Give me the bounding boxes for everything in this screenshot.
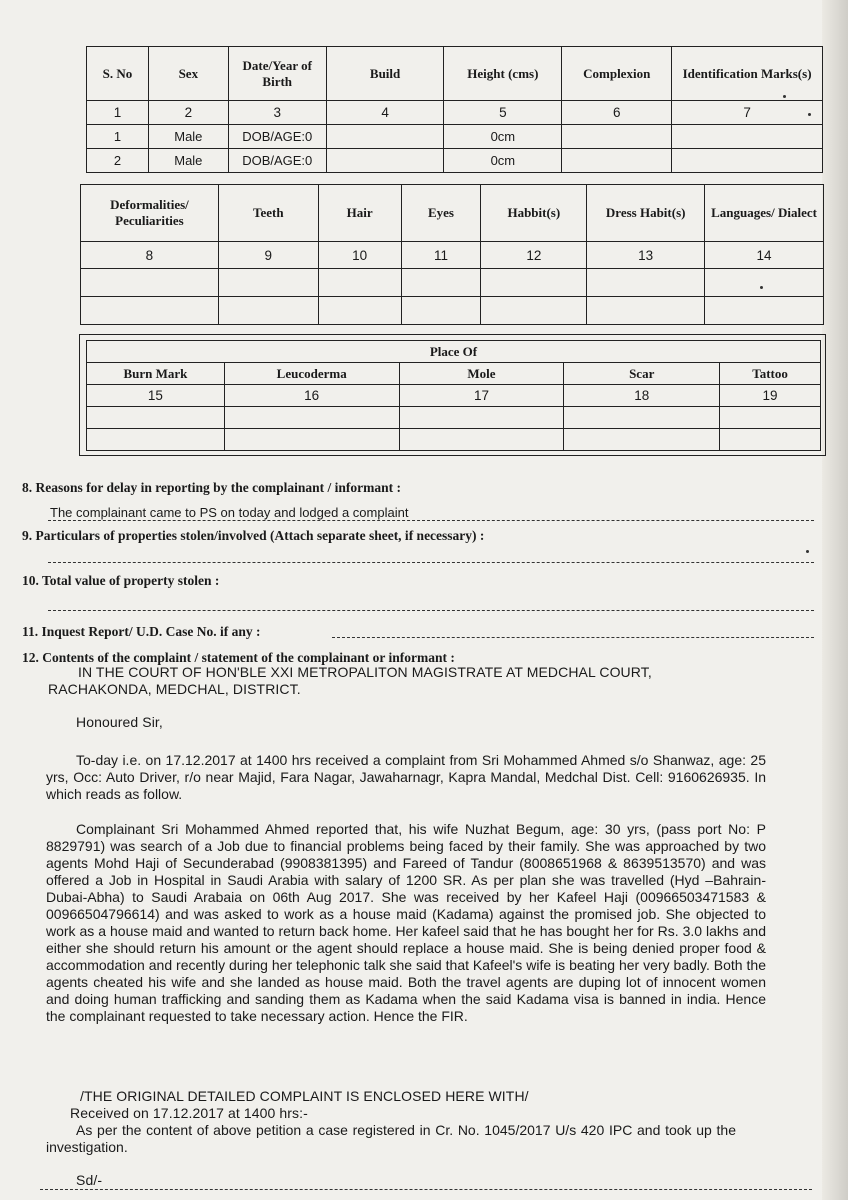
- empty-row: [81, 269, 824, 297]
- table-cell: [399, 429, 564, 451]
- header-habbits: Habbit(s): [481, 185, 587, 242]
- table-cell: [481, 269, 587, 297]
- complaint-paragraph-3: As per the content of above petition a case registered in Cr. No. 1045/2017 U/s 420 IPC and took up the investigation.: [46, 1122, 736, 1155]
- column-number: 6: [562, 101, 672, 125]
- table-cell: [672, 125, 823, 149]
- empty-row: [87, 407, 821, 429]
- table-cell: [318, 297, 401, 325]
- header-sno: S. No: [87, 47, 149, 101]
- column-number: 15: [87, 385, 225, 407]
- table-cell: Male: [148, 125, 228, 149]
- header-build: Build: [326, 47, 444, 101]
- table-cell: 1: [87, 125, 149, 149]
- column-number: 17: [399, 385, 564, 407]
- table-cell: [705, 269, 824, 297]
- signed: Sd/-: [76, 1172, 103, 1188]
- table-cell: [224, 407, 399, 429]
- table-cell: DOB/AGE:0: [228, 149, 326, 173]
- column-number: 16: [224, 385, 399, 407]
- table-cell: [81, 269, 219, 297]
- table-cell: [326, 149, 444, 173]
- column-number: 2: [148, 101, 228, 125]
- court-heading-line-1: IN THE COURT OF HON'BLE XXI METROPALITON MAGISTRATE AT MEDCHAL COURT,: [78, 664, 652, 680]
- page-edge-shadow: [822, 0, 848, 1200]
- header-sex: Sex: [148, 47, 228, 101]
- item-11-inquest-report: 11. Inquest Report/ U.D. Case No. if any :: [22, 624, 261, 639]
- header-eyes: Eyes: [401, 185, 481, 242]
- table-cell: Male: [148, 149, 228, 173]
- item-12-contents-of-complaint: 12. Contents of the complaint / statement of the complainant or informant :: [22, 650, 455, 665]
- column-number: 11: [401, 242, 481, 269]
- identification-table-2: [80, 184, 824, 325]
- table-cell: [399, 407, 564, 429]
- header-tattoo: Tattoo: [720, 363, 821, 385]
- table-cell: [401, 297, 481, 325]
- answer-line: [332, 637, 814, 638]
- table-row: [87, 125, 823, 149]
- table-cell: [587, 297, 705, 325]
- item-8-answer: The complainant came to PS on today and lodged a complaint: [50, 505, 409, 520]
- table-cell: [481, 297, 587, 325]
- column-number: 19: [720, 385, 821, 407]
- table-cell: [587, 269, 705, 297]
- header-burn-mark: Burn Mark: [87, 363, 225, 385]
- header-teeth: Teeth: [218, 185, 318, 242]
- column-number: 9: [218, 242, 318, 269]
- column-number: 12: [481, 242, 587, 269]
- table-cell: DOB/AGE:0: [228, 125, 326, 149]
- header-languages: Languages/ Dialect: [705, 185, 824, 242]
- answer-line: [48, 610, 814, 611]
- table-cell: [401, 269, 481, 297]
- column-number: 14: [705, 242, 824, 269]
- table-cell: 2: [87, 149, 149, 173]
- table-cell: [562, 125, 672, 149]
- item-10-total-value: 10. Total value of property stolen :: [22, 573, 220, 588]
- enclosed-note: /THE ORIGINAL DETAILED COMPLAINT IS ENCLOSED HERE WITH/: [80, 1088, 529, 1104]
- table-cell: [720, 407, 821, 429]
- table-cell: [224, 429, 399, 451]
- column-number: 3: [228, 101, 326, 125]
- table-cell: [705, 297, 824, 325]
- salutation: Honoured Sir,: [76, 714, 163, 730]
- empty-row: [81, 297, 824, 325]
- empty-row: [87, 429, 821, 451]
- table-cell: [87, 429, 225, 451]
- table-cell: [87, 407, 225, 429]
- answer-line: [48, 562, 814, 563]
- column-number: 8: [81, 242, 219, 269]
- column-number: 13: [587, 242, 705, 269]
- header-identification-marks: Identification Marks(s): [672, 47, 823, 101]
- column-number: 4: [326, 101, 444, 125]
- column-number: 18: [564, 385, 720, 407]
- item-9-properties-stolen: 9. Particulars of properties stolen/involved (Attach separate sheet, if necessary) :: [22, 528, 485, 543]
- column-number: 5: [444, 101, 562, 125]
- table-cell: [720, 429, 821, 451]
- header-deformalities: Deformalities/ Peculiarities: [81, 185, 219, 242]
- identification-table-1: [86, 46, 823, 173]
- table-cell: [562, 149, 672, 173]
- table-cell: [81, 297, 219, 325]
- column-number: 10: [318, 242, 401, 269]
- complaint-paragraph-1: To-day i.e. on 17.12.2017 at 1400 hrs received a complaint from Sri Mohammed Ahmed s/o Shanwaz, age: 25 yrs, Occ: Auto Driver, r/o near Majid, Fara Nagar, Jawaharnagr, Kapra Mandal, Medchal Dist. Cell: 9160626935. In which reads as follow.: [46, 752, 766, 802]
- header-leucoderma: Leucoderma: [224, 363, 399, 385]
- table-cell: [326, 125, 444, 149]
- header-dress-habits: Dress Habit(s): [587, 185, 705, 242]
- court-heading-line-2: RACHAKONDA, MEDCHAL, DISTRICT.: [48, 681, 301, 697]
- header-complexion: Complexion: [562, 47, 672, 101]
- table-cell: [564, 429, 720, 451]
- place-of-table: [86, 340, 821, 451]
- table-cell: [318, 269, 401, 297]
- table-cell: [672, 149, 823, 173]
- complaint-paragraph-2: Complainant Sri Mohammed Ahmed reported that, his wife Nuzhat Begum, age: 30 yrs, (pass port No: P 8829791) was search of a Job due to financial problems being faced by their family. She was approached by two agents Mohd Haji of Secunderabad (9908381395) and Fareed of Tandur (8008651968 & 8639513570) and was offered a Job in Hospital in Saudi Arabia with salary of 1200 SR. As per plan she was travelled (Hyd –Bahrain-Dubai-Abha) to Saudi Arabaia on 06th Aug 2017. She was received by her Kafeel Haji (00966503471583 & 00966504796614) and was asked to work as a house maid (Kadama) against the promised job. She objected to work as a house maid and wanted to return back home. Her kafeel said that he has bought her for Rs. 3.0 lakhs and either she should return his amount or the agent should replace a house maid. She is being denied proper food & accommodation and recently during her telephonic talk she said that Kafeel's wife is beating her very badly. Both the agents cheated his wife and she landed as house maid. Both the travel agents are duping lot of innocent women and doing human trafficking and sanding them as Kadama when the said Kadama visa is banned in india. Hence the complainant requested to take necessary action. Hence the FIR.: [46, 821, 766, 1024]
- table-cell: [564, 407, 720, 429]
- speck: [806, 550, 809, 553]
- header-height: Height (cms): [444, 47, 562, 101]
- header-hair: Hair: [318, 185, 401, 242]
- place-of-title: Place Of: [87, 341, 821, 363]
- column-number: 1: [87, 101, 149, 125]
- item-8-reasons-for-delay: 8. Reasons for delay in reporting by the complainant / informant :: [22, 480, 402, 495]
- signature-line: [40, 1189, 812, 1190]
- header-dob: Date/Year of Birth: [228, 47, 326, 101]
- column-number: 7: [672, 101, 823, 125]
- table-cell: [218, 297, 318, 325]
- table-cell: 0cm: [444, 149, 562, 173]
- header-scar: Scar: [564, 363, 720, 385]
- header-mole: Mole: [399, 363, 564, 385]
- table-row: [87, 149, 823, 173]
- table-cell: [218, 269, 318, 297]
- received-note: Received on 17.12.2017 at 1400 hrs:-: [70, 1105, 308, 1121]
- answer-line: [48, 520, 814, 521]
- table-cell: 0cm: [444, 125, 562, 149]
